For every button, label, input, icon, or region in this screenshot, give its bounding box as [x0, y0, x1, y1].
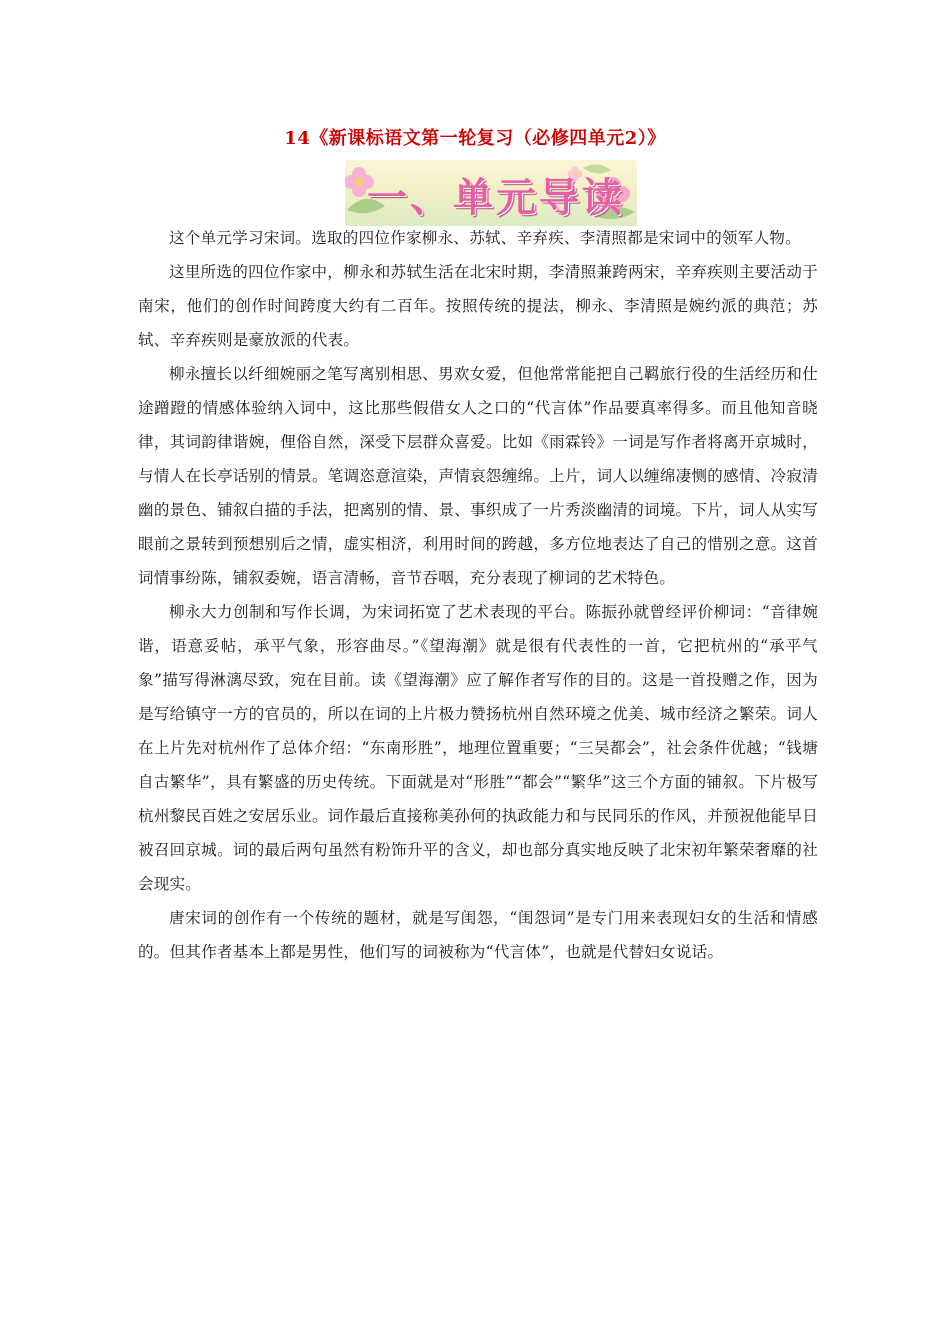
paragraph: 柳永擅长以纤细婉丽之笔写离别相思、男欢女爱，但他常常能把自己羁旅行役的生活经历和仕途蹭蹬的情感体验纳入词中，这比那些假借女人之口的“代言体”作品要真率得多。而且他知音晓律，其词韵律谐婉，俚俗自然，深受下层群众喜爱。比如《雨霖铃》一词是写作者将离开京城时，与情人在长亭话别的情景。笔调恣意渲染，声情哀怨缠绵。上片，词人以缠绵凄恻的感情、冷寂清幽的景色、铺叙白描的手法，把离别的情、景、事织成了一片秀淡幽清的词境。下片，词人从实写眼前之景转到预想别后之情，虚实相济，利用时间的跨越，多方位地表达了自己的惜别之意。这首词情事纷陈，铺叙委婉，语言清畅，音节吞咽，充分表现了柳词的艺术特色。 [138, 365, 818, 587]
paragraph: 这个单元学习宋词。选取的四位作家柳永、苏轼、辛弃疾、李清照都是宋词中的领军人物。 [169, 229, 802, 247]
document-title: 14《新课标语文第一轮复习（必修四单元2）》 [284, 128, 666, 149]
body-text [138, 221, 818, 969]
paragraph: 柳永大力创制和写作长调，为宋词拓宽了艺术表现的平台。陈振孙就曾经评价柳词：“音律婉谐，语意妥帖，承平气象，形容曲尽。”《望海潮》就是很有代表性的一首，它把杭州的“承平气象”描写得淋漓尽致，宛在目前。读《望海潮》应了解作者写作的目的。这是一首投赠之作，因为是写给镇守一方的官员的，所以在词的上片极力赞扬杭州自然环境之优美、城市经济之繁荣。词人在上片先对杭州作了总体介绍：“东南形胜”，地理位置重要；“三吴都会”，社会条件优越；“钱塘自古繁华”，具有繁盛的历史传统。下面就是对“形胜”“都会”“繁华”这三个方面的铺叙。下片极写杭州黎民百姓之安居乐业。词作最后直接称美孙何的执政能力和与民同乐的作风，并预祝他能早日被召回京城。词的最后两句虽然有粉饰升平的含义，却也部分真实地反映了北宋初年繁荣奢靡的社会现实。 [138, 603, 818, 893]
paragraph: 这里所选的四位作家中，柳永和苏轼生活在北宋时期，李清照兼跨两宋，辛弃疾则主要活动于南宋，他们的创作时间跨度大约有二百年。按照传统的提法，柳永、李清照是婉约派的典范；苏轼、辛弃疾则是豪放派的代表。 [138, 263, 818, 349]
section-banner [345, 160, 637, 226]
paragraph: 唐宋词的创作有一个传统的题材，就是写闺怨，“闺怨词”是专门用来表现妇女的生活和情感的。但其作者基本上都是男性，他们写的词被称为“代言体”，也就是代替妇女说话。 [138, 909, 818, 961]
banner-heading: 一、单元导读 [367, 175, 625, 221]
